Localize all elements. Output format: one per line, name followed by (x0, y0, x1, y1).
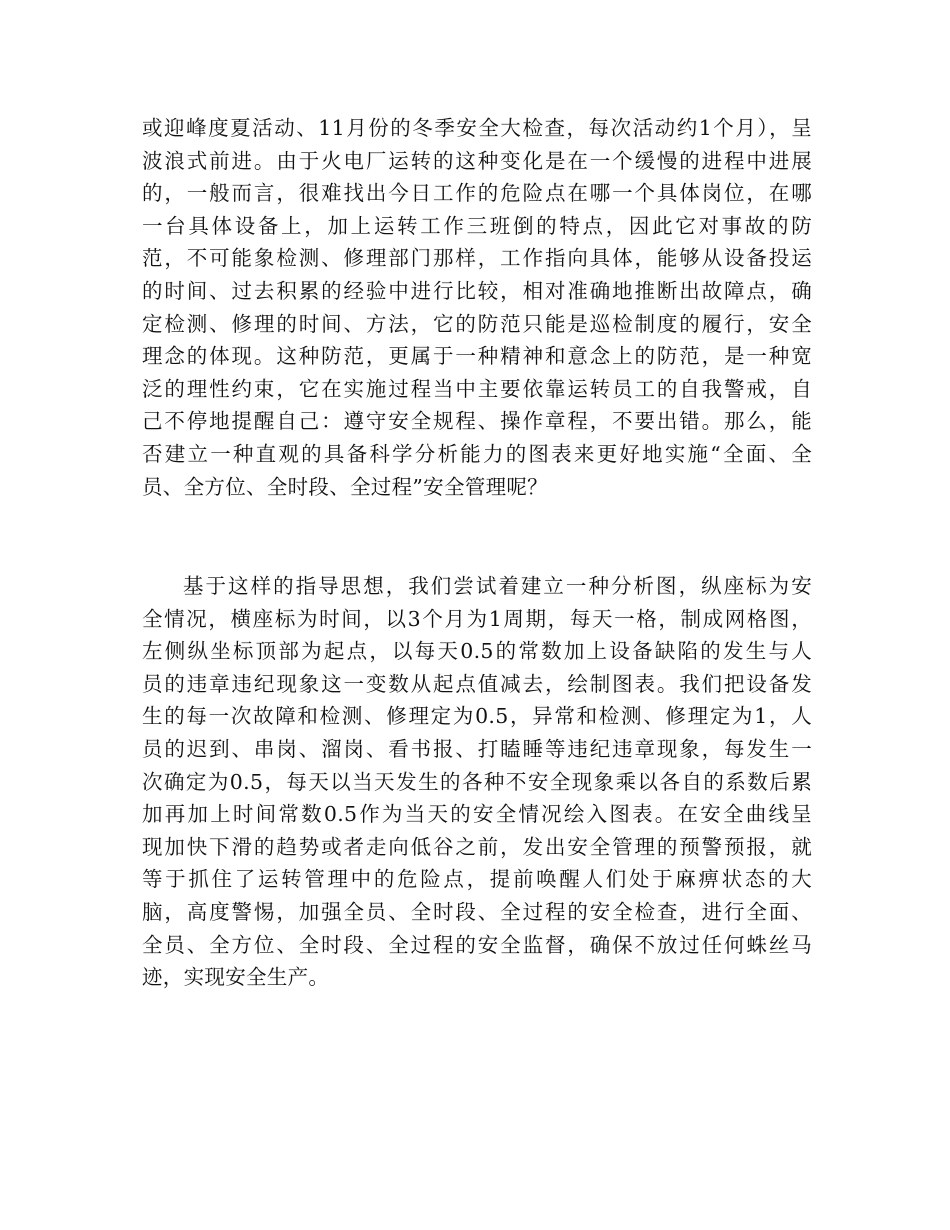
text-line: 等于抓住了运转管理中的危险点，提前唤醒人们处于麻痹状态的大 (142, 867, 812, 892)
text-line: 一台具体设备上，加上运转工作三班倒的特点，因此它对事故的防 (142, 213, 812, 238)
text-line: 理念的体现。这种防范，更属于一种精神和意念上的防范，是一种宽 (142, 344, 812, 369)
text-line: 范，不可能象检测、修理部门那样，工作指向具体，能够从设备投运 (142, 246, 812, 271)
text-line: 员、全方位、全时段、全过程”安全管理呢？ (142, 474, 548, 499)
text-line: 或迎峰度夏活动、11月份的冬季安全大检查，每次活动约1个月），呈 (142, 116, 812, 140)
text-line: 的，一般而言，很难找出今日工作的危险点在哪一个具体岗位，在哪 (142, 181, 812, 206)
text-line: 的时间、过去积累的经验中进行比较，相对准确地推断出故障点，确 (142, 278, 812, 303)
text-line: 己不停地提醒自己：遵守安全规程、操作章程，不要出错。那么，能 (142, 409, 812, 434)
text-line: 否建立一种直观的具备科学分析能力的图表来更好地实施“全面、全 (142, 441, 812, 466)
text-line: 泛的理性约束，它在实施过程当中主要依靠运转员工的自我警戒，自 (142, 376, 812, 401)
paragraph-2 (142, 570, 812, 994)
text-line: 加再加上时间常数0.5作为当天的安全情况绘入图表。在安全曲线呈 (142, 802, 812, 827)
paragraph-1 (142, 112, 812, 503)
text-line: 员的迟到、串岗、溜岗、看书报、打瞌睡等违纪违章现象，每发生一 (142, 736, 812, 761)
text-line: 现加快下滑的趋势或者走向低谷之前，发出安全管理的预警预报，就 (142, 834, 812, 859)
text-line: 波浪式前进。由于火电厂运转的这种变化是在一个缓慢的进程中进展 (142, 148, 812, 173)
text-line: 定检测、修理的时间、方法，它的防范只能是巡检制度的履行，安全 (142, 311, 812, 336)
text-line: 次确定为0.5，每天以当天发生的各种不安全现象乘以各自的系数后累 (142, 769, 812, 794)
text-line: 全情况，横座标为时间，以3个月为1周期，每天一格，制成网格图， (142, 606, 812, 631)
text-line: 全员、全方位、全时段、全过程的安全监督，确保不放过任何蛛丝马 (142, 932, 812, 957)
text-line: 生的每一次故障和检测、修理定为0.5，异常和检测、修理定为1，人 (142, 704, 812, 729)
text-line: 左侧纵坐标顶部为起点，以每天0.5的常数加上设备缺陷的发生与人 (142, 639, 812, 664)
text-line: 脑，高度警惕，加强全员、全时段、全过程的安全检查，进行全面、 (142, 899, 812, 924)
text-line: 基于这样的指导思想，我们尝试着建立一种分析图，纵座标为安 (183, 574, 812, 598)
text-line: 员的违章违纪现象这一变数从起点值减去，绘制图表。我们把设备发 (142, 671, 812, 696)
text-line: 迹，实现安全生产。 (142, 965, 330, 990)
